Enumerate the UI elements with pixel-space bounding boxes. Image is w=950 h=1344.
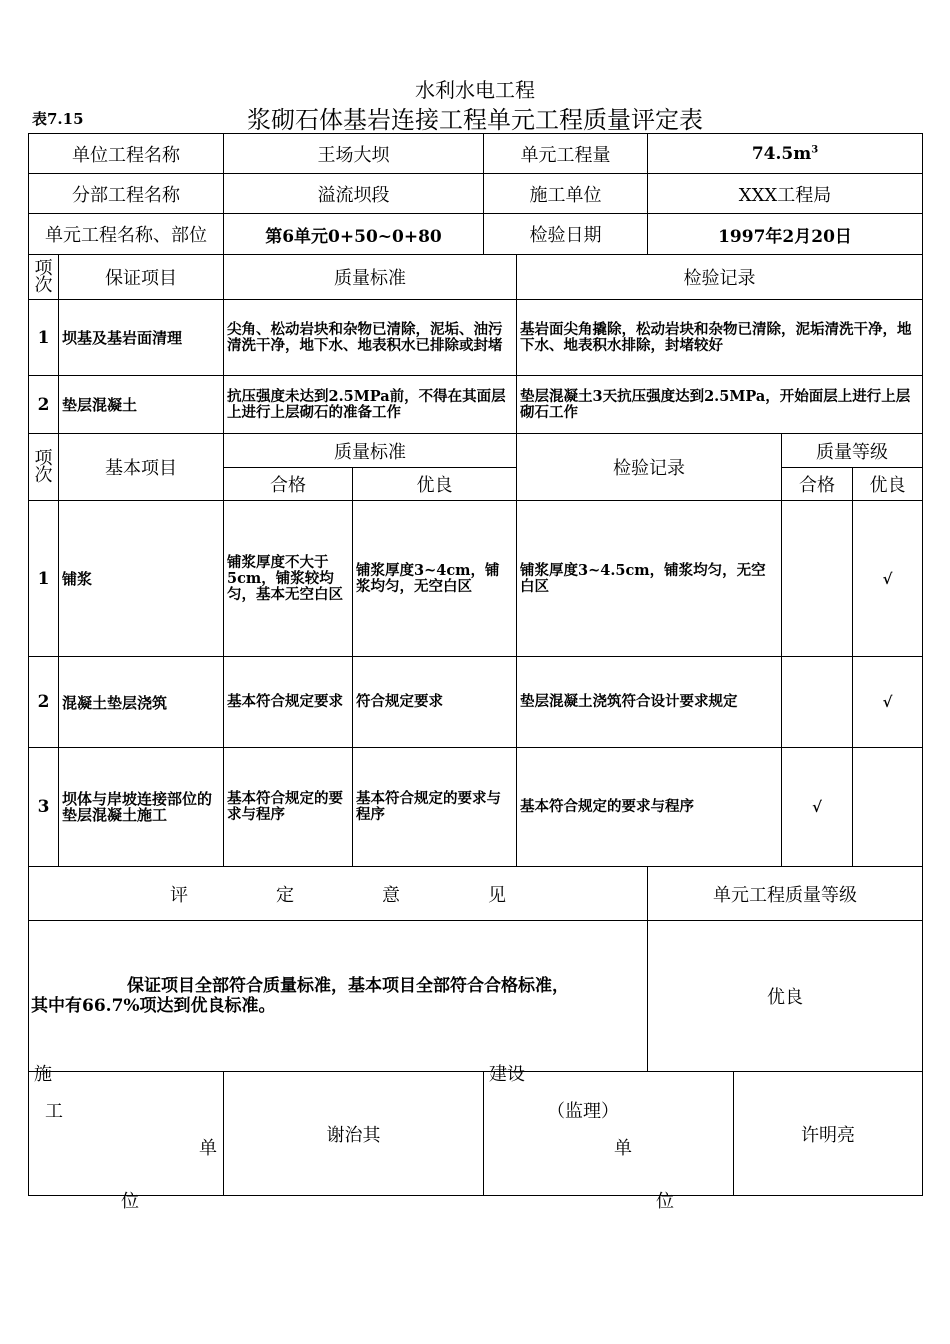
opinion-text-line2: 其中有66.7%项达到优良标准。 — [31, 996, 276, 1016]
guarantee-item: 垫层混凝土 — [59, 376, 224, 434]
construction-char: 单 — [199, 1138, 217, 1159]
grade-good-mark — [853, 748, 923, 867]
opinion-char: 见 — [488, 884, 506, 906]
table-row — [29, 300, 923, 376]
table-row — [29, 657, 923, 748]
evaluation-table — [28, 866, 923, 1072]
supervision-signer: 许明亮 — [734, 1072, 923, 1196]
basic-no: 3 — [29, 748, 59, 867]
supervision-char-clipped: 位 — [656, 1191, 674, 1212]
supervision-char-mid: （监理） — [547, 1101, 619, 1122]
supervision-char-top: 建设 — [489, 1064, 525, 1085]
basic-no: 1 — [29, 501, 59, 657]
opinion-header — [29, 867, 648, 921]
construction-unit-label — [29, 1064, 224, 1212]
basic-item: 混凝土垫层浇筑 — [59, 657, 224, 748]
table-row — [29, 376, 923, 434]
guarantee-standard: 尖角、松动岩块和杂物已清除，泥垢、油污清洗干净，地下水、地表积水已排除或封堵 — [224, 300, 517, 376]
element-label: 单元工程名称、部位 — [29, 214, 224, 255]
opinion-char: 评 — [170, 884, 188, 906]
info-table — [28, 133, 923, 255]
basic-no: 2 — [29, 657, 59, 748]
opinion-text-line1: 保证项目全部符合质量标准，基本项目全部符合合格标准， — [127, 976, 569, 996]
signature-table — [28, 1064, 923, 1212]
quantity-value: 74.5m — [751, 143, 812, 164]
guarantee-table — [28, 254, 923, 434]
opinion-char: 意 — [382, 884, 400, 906]
date-label: 检验日期 — [484, 214, 648, 255]
division-value: 溢流坝段 — [224, 174, 484, 214]
grade-pass-mark: √ — [782, 748, 853, 867]
basic-record-header: 检验记录 — [517, 434, 782, 501]
basic-record: 垫层混凝土浇筑符合设计要求规定 — [517, 657, 782, 748]
basic-good-standard: 铺浆厚度3~4cm，铺浆均匀，无空白区 — [353, 501, 517, 657]
basic-item: 铺浆 — [59, 501, 224, 657]
basic-item-header: 基本项目 — [59, 434, 224, 501]
construction-char: 工 — [45, 1101, 63, 1122]
unit-project-value: 王场大坝 — [224, 134, 484, 174]
quantity-label: 单元工程量 — [484, 134, 648, 174]
table-number: 表7.15 — [32, 110, 84, 128]
guarantee-item-header: 保证项目 — [59, 255, 224, 300]
guarantee-record: 垫层混凝土3天抗压强度达到2.5MPa，开始面层上进行上层砌石工作 — [517, 376, 923, 434]
guarantee-standard: 抗压强度未达到2.5MPa前，不得在其面层上进行上层砌石的准备工作 — [224, 376, 517, 434]
construction-char-clipped: 位 — [121, 1191, 139, 1212]
unit-project-label: 单位工程名称 — [29, 134, 224, 174]
guarantee-no: 2 — [29, 376, 59, 434]
table-row — [29, 748, 923, 867]
basic-table — [28, 433, 923, 867]
basic-good-header: 优良 — [353, 468, 517, 501]
quantity-unit-sup: 3 — [811, 143, 819, 155]
opinion-body — [29, 921, 648, 1072]
grade-good-header: 优良 — [853, 468, 923, 501]
contractor-value: XXX工程局 — [648, 174, 923, 214]
grade-pass-header: 合格 — [782, 468, 853, 501]
unit-grade-value: 优良 — [648, 921, 923, 1072]
contractor-label: 施工单位 — [484, 174, 648, 214]
supervision-char: 单 — [614, 1138, 632, 1159]
page-title: 浆砌石体基岩连接工程单元工程质量评定表 — [247, 106, 703, 134]
basic-good-standard: 基本符合规定的要求与程序 — [353, 748, 517, 867]
basic-standard-header: 质量标准 — [224, 434, 517, 468]
basic-pass-standard: 基本符合规定要求 — [224, 657, 353, 748]
supervision-unit-label — [484, 1064, 734, 1212]
basic-record: 铺浆厚度3~4.5cm，铺浆均匀，无空白区 — [517, 501, 782, 657]
guarantee-record: 基岩面尖角撬除，松动岩块和杂物已清除，泥垢清洗干净，地下水、地表积水排除，封堵较好 — [517, 300, 923, 376]
division-label: 分部工程名称 — [29, 174, 224, 214]
guarantee-record-header: 检验记录 — [517, 255, 923, 300]
guarantee-seq-header: 项 次 — [29, 255, 59, 300]
table-row — [29, 501, 923, 657]
unit-grade-header: 单元工程质量等级 — [648, 867, 923, 921]
grade-pass-mark — [782, 657, 853, 748]
construction-signer: 谢治其 — [224, 1072, 484, 1196]
basic-item: 坝体与岸坡连接部位的垫层混凝土施工 — [59, 748, 224, 867]
basic-grade-header: 质量等级 — [782, 434, 923, 468]
grade-good-mark: √ — [853, 501, 923, 657]
guarantee-item: 坝基及基岩面清理 — [59, 300, 224, 376]
opinion-char: 定 — [276, 884, 294, 906]
basic-seq-header: 项 次 — [29, 434, 59, 501]
guarantee-no: 1 — [29, 300, 59, 376]
category-title: 水利水电工程 — [415, 78, 535, 102]
basic-pass-header: 合格 — [224, 468, 353, 501]
guarantee-standard-header: 质量标准 — [224, 255, 517, 300]
basic-good-standard: 符合规定要求 — [353, 657, 517, 748]
basic-pass-standard: 基本符合规定的要求与程序 — [224, 748, 353, 867]
basic-record: 基本符合规定的要求与程序 — [517, 748, 782, 867]
date-value: 1997年2月20日 — [648, 214, 923, 255]
basic-pass-standard: 铺浆厚度不大于5cm，铺浆较均匀，基本无空白区 — [224, 501, 353, 657]
grade-good-mark: √ — [853, 657, 923, 748]
construction-char-top: 施 — [34, 1064, 52, 1085]
element-value: 第6单元0+50~0+80 — [224, 214, 484, 255]
grade-pass-mark — [782, 501, 853, 657]
quantity-cell — [648, 134, 923, 174]
